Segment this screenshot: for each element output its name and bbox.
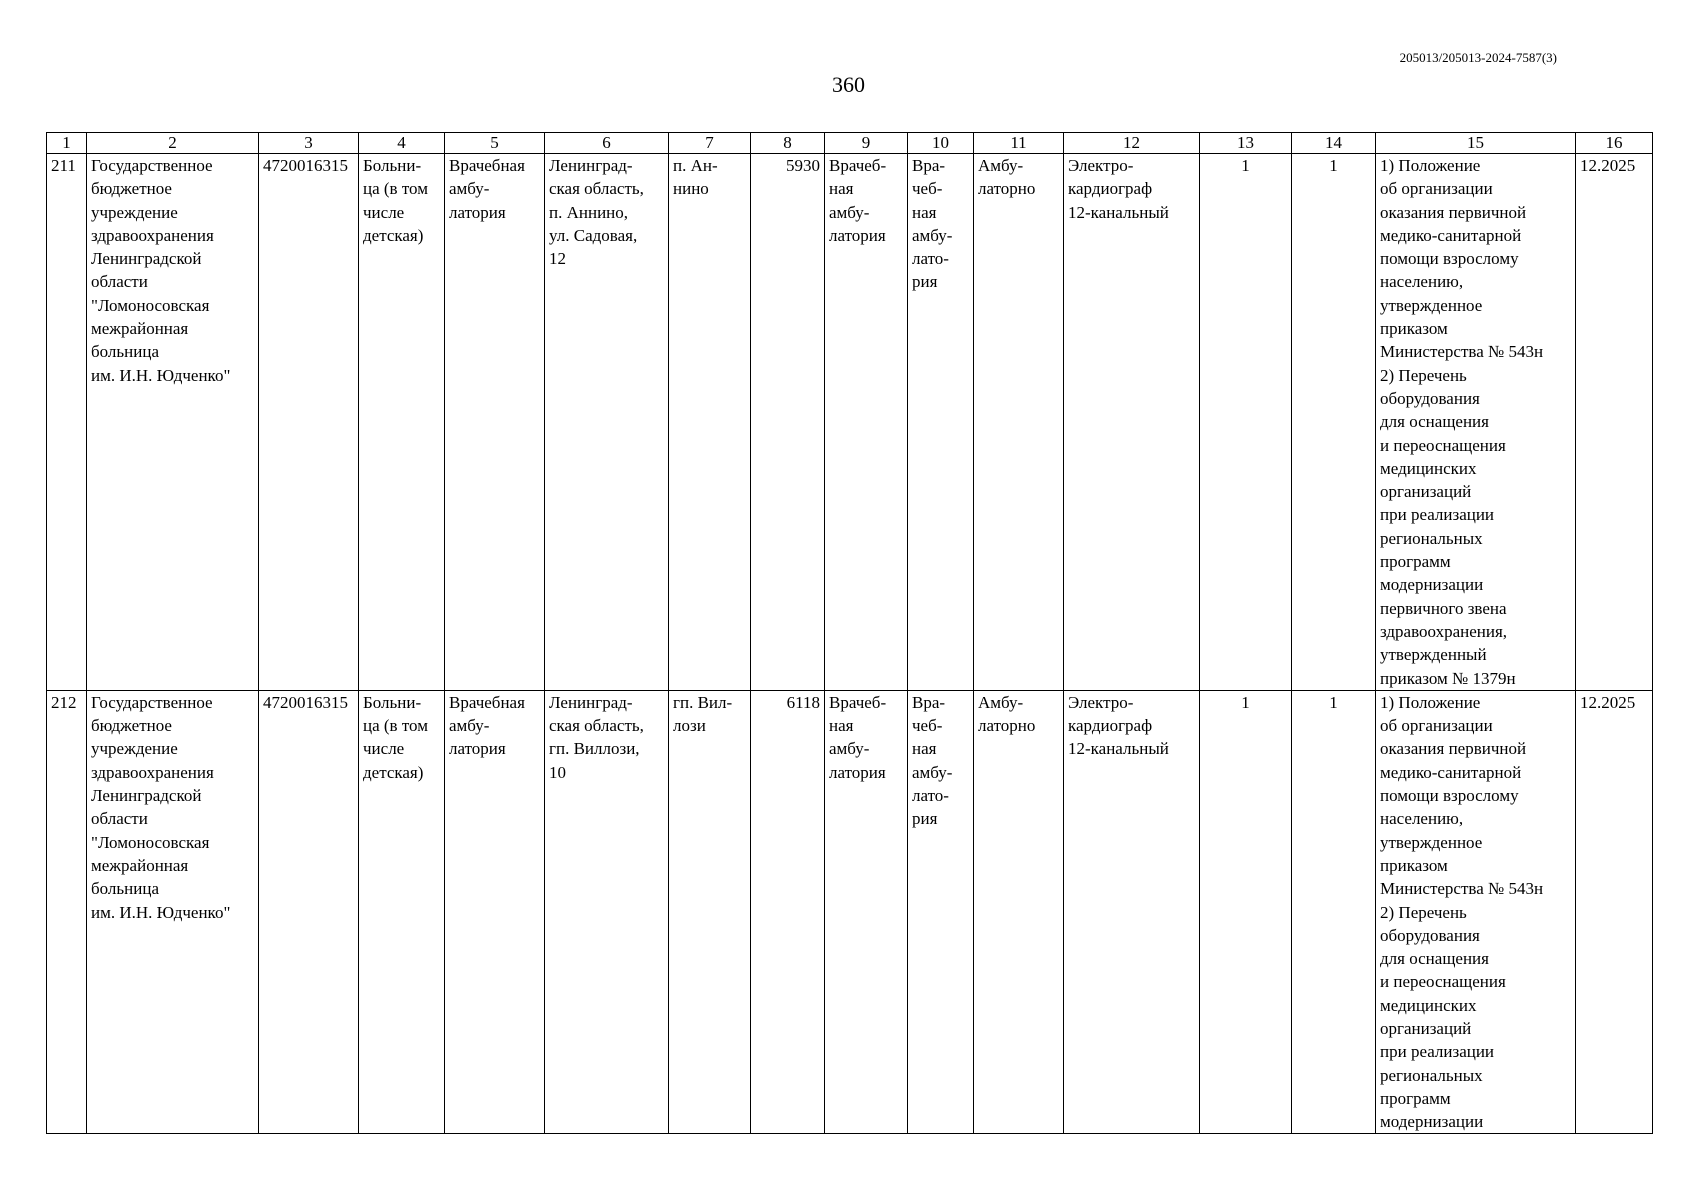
locality: п. Ан- нино: [669, 154, 751, 691]
equipment: Электро- кардиограф 12-канальный: [1064, 690, 1200, 1134]
document-id: 205013/205013-2024-7587(3): [1399, 50, 1557, 65]
column-header: 14: [1292, 133, 1376, 154]
column-header: 3: [259, 133, 359, 154]
inn: 4720016315: [259, 690, 359, 1134]
column-header: 13: [1200, 133, 1292, 154]
table-row: [47, 154, 1653, 691]
institution-type: Больни- ца (в том числе детская): [359, 690, 445, 1134]
quantity-1: 1: [1200, 154, 1292, 691]
column-header: 4: [359, 133, 445, 154]
row-number: 212: [47, 690, 87, 1134]
column-header: 8: [751, 133, 825, 154]
table-row: [47, 690, 1653, 1134]
column-number-row: [47, 133, 1653, 154]
care-form: Амбу- латорно: [974, 154, 1064, 691]
legal-basis: 1) Положение об организации оказания первичной медико-санитарной помощи взрослому населению, утвержденное приказом Министерства № 543н 2) Перечень оборудования для оснащения и переоснащения медицинских организаций при реализации региональных программ модернизации: [1376, 690, 1576, 1134]
population: 6118: [751, 690, 825, 1134]
due-date: 12.2025: [1576, 154, 1653, 691]
column-header: 16: [1576, 133, 1653, 154]
organization-name: Государственное бюджетное учреждение здравоохранения Ленинградской области "Ломоносовская межрайонная больница им. И.Н. Юдченко": [87, 154, 259, 691]
inn: 4720016315: [259, 154, 359, 691]
page-number: 360: [832, 72, 865, 97]
unit-type: Врачеб- ная амбу- латория: [825, 154, 908, 691]
unit-name: Вра- чеб- ная амбу- лато- рия: [908, 154, 974, 691]
subdivision: Врачебная амбу- латория: [445, 690, 545, 1134]
subdivision: Врачебная амбу- латория: [445, 154, 545, 691]
column-header: 2: [87, 133, 259, 154]
address: Ленинград- ская область, п. Аннино, ул. Садовая, 12: [545, 154, 669, 691]
legal-basis: 1) Положение об организации оказания первичной медико-санитарной помощи взрослому населению, утвержденное приказом Министерства № 543н 2) Перечень оборудования для оснащения и переоснащения медицинских организаций при реализации региональных программ модернизации первичного звена здравоохранения, утвержденный приказом № 1379н: [1376, 154, 1576, 691]
equipment-table: [46, 132, 1653, 1134]
quantity-1: 1: [1200, 690, 1292, 1134]
institution-type: Больни- ца (в том числе детская): [359, 154, 445, 691]
organization-name: Государственное бюджетное учреждение здравоохранения Ленинградской области "Ломоносовская межрайонная больница им. И.Н. Юдченко": [87, 690, 259, 1134]
equipment: Электро- кардиограф 12-канальный: [1064, 154, 1200, 691]
column-header: 7: [669, 133, 751, 154]
due-date: 12.2025: [1576, 690, 1653, 1134]
quantity-2: 1: [1292, 690, 1376, 1134]
address: Ленинград- ская область, гп. Виллози, 10: [545, 690, 669, 1134]
column-header: 1: [47, 133, 87, 154]
column-header: 6: [545, 133, 669, 154]
population: 5930: [751, 154, 825, 691]
care-form: Амбу- латорно: [974, 690, 1064, 1134]
column-header: 10: [908, 133, 974, 154]
unit-name: Вра- чеб- ная амбу- лато- рия: [908, 690, 974, 1134]
row-number: 211: [47, 154, 87, 691]
quantity-2: 1: [1292, 154, 1376, 691]
column-header: 5: [445, 133, 545, 154]
locality: гп. Вил- лози: [669, 690, 751, 1134]
column-header: 11: [974, 133, 1064, 154]
column-header: 12: [1064, 133, 1200, 154]
column-header: 9: [825, 133, 908, 154]
unit-type: Врачеб- ная амбу- латория: [825, 690, 908, 1134]
column-header: 15: [1376, 133, 1576, 154]
